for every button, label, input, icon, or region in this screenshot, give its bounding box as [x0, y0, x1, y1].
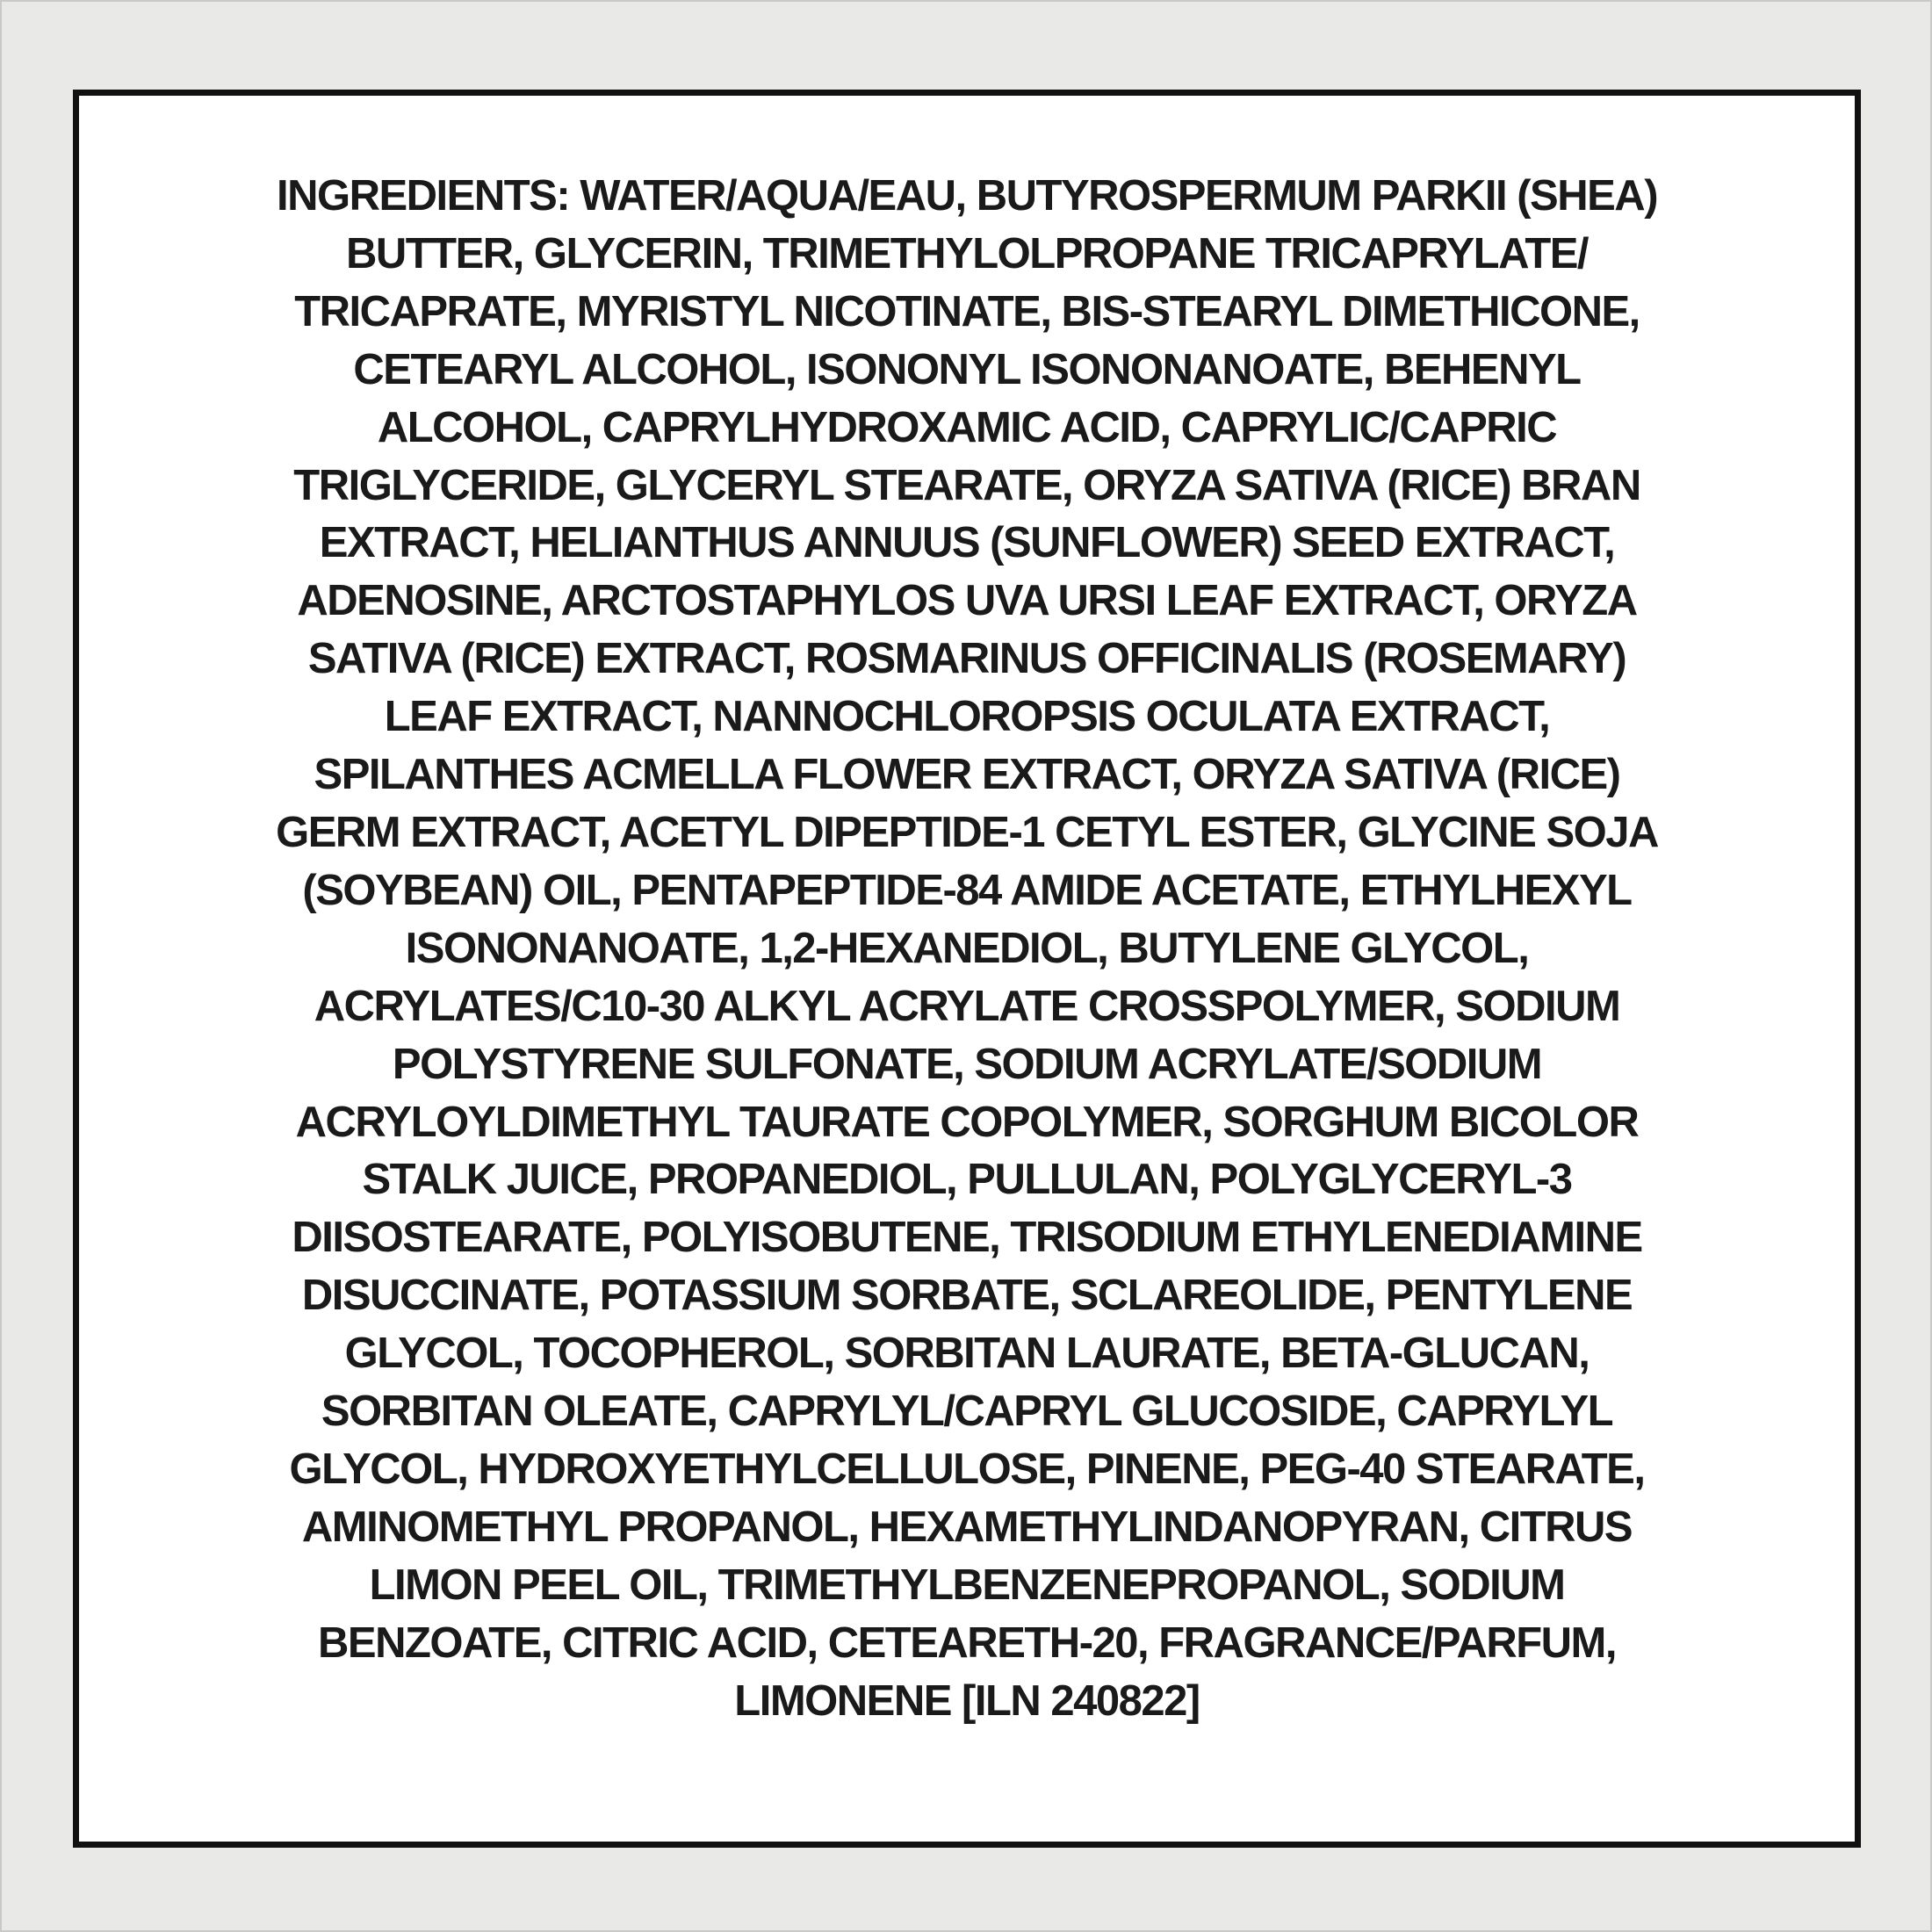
ingredients-line: BUTTER, GLYCERIN, TRIMETHYLOLPROPANE TRICAPRYLATE/	[345, 229, 1589, 278]
ingredients-line: AMINOMETHYL PROPANOL, HEXAMETHYLINDANOPYRAN, CITRUS	[301, 1503, 1633, 1551]
ingredients-line: DIISOSTEARATE, POLYISOBUTENE, TRISODIUM ETHYLENEDIAMINE	[292, 1214, 1642, 1262]
ingredients-line: LEAF EXTRACT, NANNOCHLOROPSIS OCULATA EXTRACT,	[384, 693, 1550, 741]
ingredients-line: ACRYLATES/C10-30 ALKYL ACRYLATE CROSSPOLYMER, SODIUM	[314, 982, 1620, 1030]
ingredients-list	[105, 168, 1828, 1730]
ingredients-line: SATIVA (RICE) EXTRACT, ROSMARINUS OFFICINALIS (ROSEMARY)	[307, 635, 1626, 683]
ingredients-line: TRIGLYCERIDE, GLYCERYL STEARATE, ORYZA SATIVA (RICE) BRAN	[293, 461, 1640, 509]
ingredients-line: CETEARYL ALCOHOL, ISONONYL ISONONANOATE, BEHENYL	[353, 345, 1581, 393]
ingredients-line: SPILANTHES ACMELLA FLOWER EXTRACT, ORYZA SATIVA (RICE)	[314, 751, 1620, 799]
ingredients-line: INGREDIENTS: WATER/AQUA/EAU, BUTYROSPERMUM PARKII (SHEA)	[276, 172, 1658, 220]
ingredients-line: ISONONANOATE, 1,2-HEXANEDIOL, BUTYLENE GLYCOL,	[405, 924, 1529, 972]
ingredients-line: ALCOHOL, CAPRYLHYDROXAMIC ACID, CAPRYLIC/CAPRIC	[377, 403, 1557, 451]
ingredients-line: GLYCOL, TOCOPHEROL, SORBITAN LAURATE, BETA-GLUCAN,	[344, 1330, 1590, 1378]
ingredients-line: ADENOSINE, ARCTOSTAPHYLOS UVA URSI LEAF EXTRACT, ORYZA	[297, 577, 1637, 625]
ingredients-line: LIMONENE [ILN 240822]	[734, 1676, 1200, 1725]
ingredients-line: TRICAPRATE, MYRISTYL NICOTINATE, BIS-STEARYL DIMETHICONE,	[294, 287, 1640, 335]
ingredients-line: GERM EXTRACT, ACETYL DIPEPTIDE-1 CETYL ESTER, GLYCINE SOJA	[276, 808, 1658, 856]
ingredients-label-box	[73, 90, 1861, 1848]
ingredients-line: DISUCCINATE, POTASSIUM SORBATE, SCLAREOLIDE, PENTYLENE	[301, 1272, 1633, 1320]
ingredients-line: (SOYBEAN) OIL, PENTAPEPTIDE-84 AMIDE ACETATE, ETHYLHEXYL	[302, 866, 1632, 914]
ingredients-line: ACRYLOYLDIMETHYL TAURATE COPOLYMER, SORGHUM BICOLOR	[295, 1098, 1639, 1146]
ingredients-line: LIMON PEEL OIL, TRIMETHYLBENZENEPROPANOL, SODIUM	[369, 1561, 1565, 1609]
ingredients-line: STALK JUICE, PROPANEDIOL, PULLULAN, POLYGLYCERYL-3	[362, 1156, 1572, 1204]
ingredients-line: GLYCOL, HYDROXYETHYLCELLULOSE, PINENE, PEG-40 STEARATE,	[289, 1445, 1645, 1493]
ingredients-line: BENZOATE, CITRIC ACID, CETEARETH-20, FRAGRANCE/PARFUM,	[318, 1618, 1616, 1667]
ingredients-line: SORBITAN OLEATE, CAPRYLYL/CAPRYL GLUCOSIDE, CAPRYLYL	[321, 1388, 1613, 1436]
ingredients-line: EXTRACT, HELIANTHUS ANNUUS (SUNFLOWER) SEED EXTRACT,	[319, 519, 1615, 567]
ingredients-line: POLYSTYRENE SULFONATE, SODIUM ACRYLATE/SODIUM	[392, 1040, 1542, 1088]
